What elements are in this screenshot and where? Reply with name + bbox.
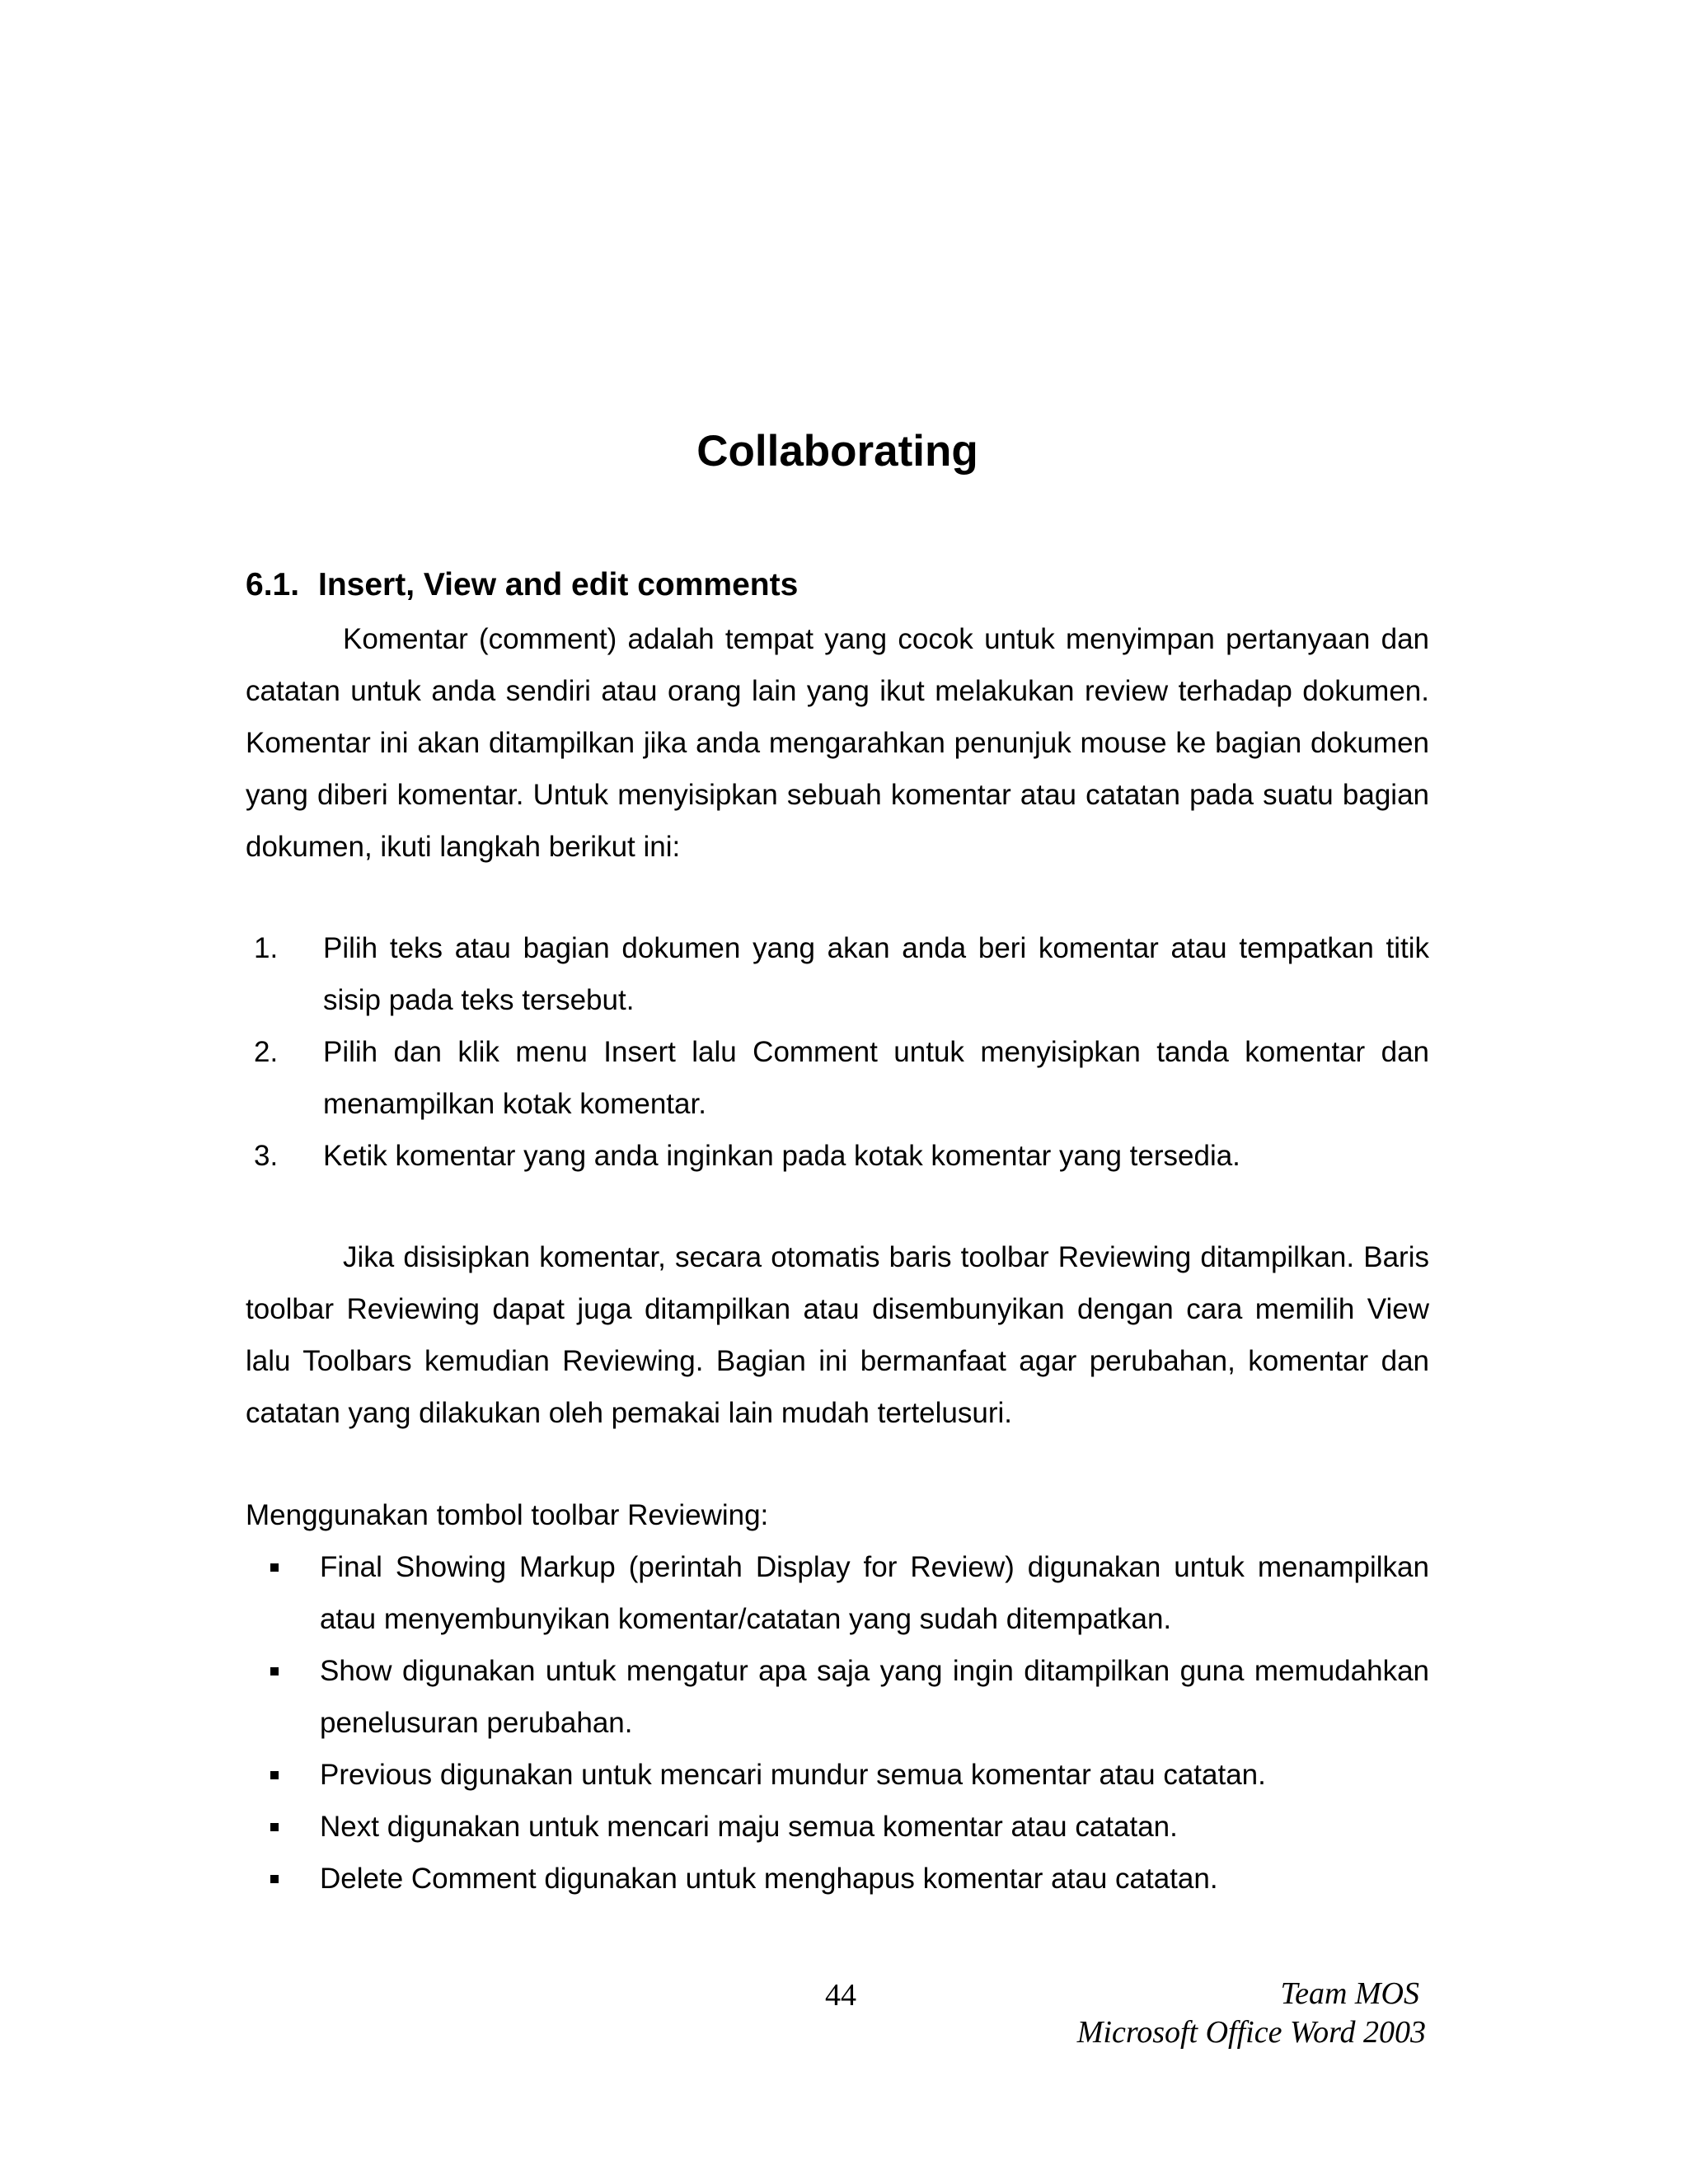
section-heading xyxy=(246,560,1429,610)
toolbar-paragraph: Jika disisipkan komentar, secara otomatis baris toolbar Reviewing ditampilkan. Baris toolbar Reviewing dapat juga ditampilkan atau disembunyikan dengan cara memilih View lalu Toolbars kemudian Reviewing. Bagian ini bermanfaat agar perubahan, komentar dan catatan yang dilakukan oleh pemakai lain mudah tertelusuri. xyxy=(246,1241,1429,1429)
list-item-text: Final Showing Markup (perintah Display for Review) digunakan untuk menampilkan atau menyembunyikan komentar/catatan yang sudah ditempatkan. xyxy=(320,1551,1429,1635)
steps-list xyxy=(246,922,1429,1182)
square-bullet-icon xyxy=(270,1667,279,1675)
list-item xyxy=(246,1541,1429,1645)
footer-credit xyxy=(1077,1975,1426,2052)
list-item-text: Pilih teks atau bagian dokumen yang akan anda beri komentar atau tempatkan titik sisip pada teks tersebut. xyxy=(323,932,1429,1016)
list-item xyxy=(246,1853,1429,1905)
intro-paragraph: Komentar (comment) adalah tempat yang cocok untuk menyimpan pertanyaan dan catatan untuk anda sendiri atau orang lain yang ikut melakukan review terhadap dokumen. Komentar ini akan ditampilkan jika anda mengarahkan penunjuk mouse ke bagian dokumen yang diberi komentar. Untuk menyisipkan sebuah komentar atau catatan pada suatu bagian dokumen, ikuti langkah berikut ini: xyxy=(246,623,1429,863)
square-bullet-icon xyxy=(270,1771,279,1779)
list-item xyxy=(246,922,1429,1026)
list-item-text: Ketik komentar yang anda inginkan pada kotak komentar yang tersedia. xyxy=(323,1140,1240,1172)
toolbar-buttons-list xyxy=(246,1541,1429,1905)
footer-product: Microsoft Office Word 2003 xyxy=(1076,2015,1426,2050)
list-marker: 2. xyxy=(254,1036,279,1068)
buttons-intro: Menggunakan tombol toolbar Reviewing: xyxy=(246,1499,769,1531)
list-item-text: Previous digunakan untuk mencari mundur semua komentar atau catatan. xyxy=(320,1759,1266,1791)
square-bullet-icon xyxy=(270,1563,279,1572)
list-item-text: Delete Comment digunakan untuk menghapus komentar atau catatan. xyxy=(320,1863,1218,1895)
list-item-text: Show digunakan untuk mengatur apa saja yang ingin ditampilkan guna memudahkan penelusuran perubahan. xyxy=(320,1655,1429,1739)
list-item xyxy=(246,1749,1429,1801)
list-item-text: Pilih dan klik menu Insert lalu Comment untuk menyisipkan tanda komentar dan menampilkan kotak komentar. xyxy=(323,1036,1429,1120)
section-number: 6.1. xyxy=(246,567,300,602)
page-title: Collaborating xyxy=(696,427,978,476)
square-bullet-icon xyxy=(270,1823,279,1831)
list-item xyxy=(246,1645,1429,1749)
list-item-text: Next digunakan untuk mencari maju semua komentar atau catatan. xyxy=(320,1811,1178,1843)
section-title: Insert, View and edit comments xyxy=(318,567,799,602)
list-item xyxy=(246,1130,1429,1182)
list-marker: 1. xyxy=(254,932,279,964)
list-item xyxy=(246,1026,1429,1130)
list-item xyxy=(246,1801,1429,1853)
page-number: 44 xyxy=(825,1978,856,2013)
list-marker: 3. xyxy=(254,1140,279,1172)
footer-team: Team MOS xyxy=(1280,1976,1419,2011)
square-bullet-icon xyxy=(270,1875,279,1883)
